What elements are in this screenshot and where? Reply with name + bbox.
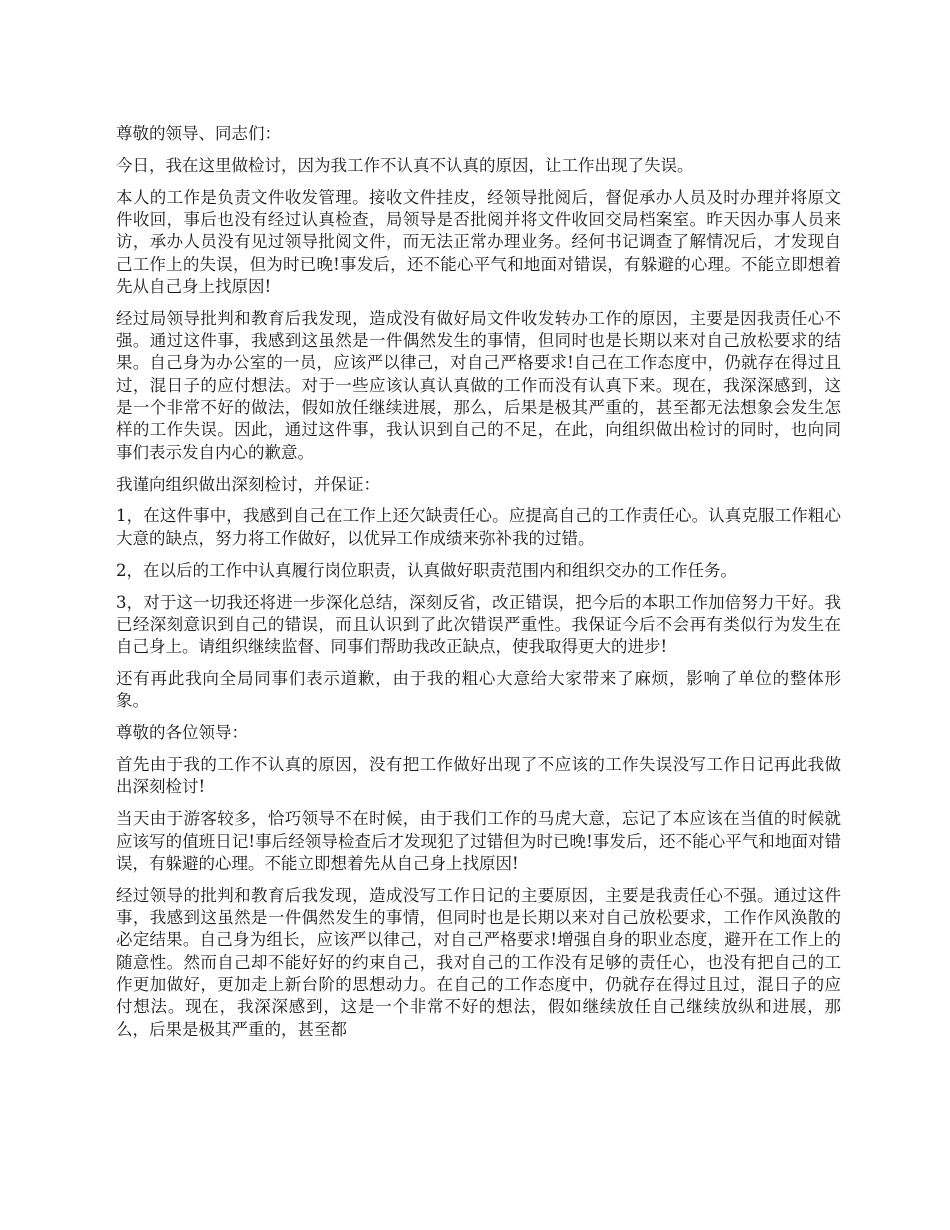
reflection-paragraph: 经过局领导批判和教育后我发现，造成没有做好局文件收发转办工作的原因，主要是因我责任心不强。通过这件事，我感到这虽然是一件偶然发生的事情，但同时也是长期以来对自己放松要求的结果。自己身为办公室的一员，应该严以律己，对自己严格要求!自己在工作态度中，仍就存在得过且过，混日子的应付想法。对于一些应该认真认真做的工作而没有认真下来。现在，我深深感到，这是一个非常不好的做法，假如放任继续进展，那么，后果是极其严重的，甚至都无法想象会发生怎样的工作失误。因此，通过这件事，我认识到自己的不足，在此，向组织做出检讨的同时，也向同事们表示发自内心的歉意。 bbox=[116, 308, 841, 462]
pledge-item-1: 1，在这件事中，我感到自己在工作上还欠缺责任心。应提高自己的工作责任心。认真克服工作粗心大意的缺点，努力将工作做好，以优异工作成绩来弥补我的过错。 bbox=[116, 506, 841, 548]
second-reflection-paragraph: 经过领导的批判和教育后我发现，造成没写工作日记的主要原因，主要是我责任心不强。通过这件事，我感到这虽然是一件偶然发生的事情，但同时也是长期以来对自己放松要求，工作作风涣散的必定结果。自己身为组长，应该严以律己，对自己严格要求!增强自身的职业态度，避开在工作上的随意性。然而自己却不能好好的约束自己，我对自己的工作没有足够的责任心，也没有把自己的工作更加做好，更加走上新台阶的思想动力。在自己的工作态度中，仍就存在得过且过，混日子的应付想法。现在，我深深感到，这是一个非常不好的想法，假如继续放任自己继续放纵和进展，那么，后果是极其严重的，甚至都 bbox=[116, 885, 841, 1039]
pledge-item-2: 2，在以后的工作中认真履行岗位职责，认真做好职责范围内和组织交办的工作任务。 bbox=[116, 560, 737, 580]
salutation: 尊敬的领导、同志们： bbox=[116, 124, 281, 143]
document-body bbox=[116, 123, 841, 1050]
second-salutation: 尊敬的各位领导： bbox=[116, 723, 248, 743]
apology-paragraph: 还有再此我向全局同事们表示道歉，由于我的粗心大意给大家带来了麻烦，影响了单位的整体形象。 bbox=[116, 668, 841, 711]
pledge-item-3: 3，对于这一切我还将进一步深化总结，深刻反省，改正错误，把今后的本职工作加倍努力干好。我已经深刻意识到自己的错误，而且认识到了此次错误严重性。我保证今后不会再有类似行为发生在自己身上。请组织继续监督、同事们帮助我改正缺点，使我取得更大的进步! bbox=[116, 592, 841, 657]
job-description-paragraph: 本人的工作是负责文件收发管理。接收文件挂皮，经领导批阅后，督促承办人员及时办理并将原文件收回，事后也没有经过认真检查，局领导是否批阅并将文件收回交局档案室。昨天因办事人员来访，承办人员没有见过领导批阅文件，而无法正常办理业务。经何书记调查了解情况后，才发现自己工作上的失误，但为时已晚!事发后，还不能心平气和地面对错误，有躲避的心理。不能立即想着先从自己身上找原因! bbox=[116, 187, 841, 296]
incident-paragraph: 当天由于游客较多，恰巧领导不在时候，由于我们工作的马虎大意，忘记了本应该在当值的时候就应该写的值班日记!事后经领导检查后才发现犯了过错但为时已晚!事发后，还不能心平气和地面对错误，有躲避的心理。不能立即想着先从自己身上找原因! bbox=[116, 809, 841, 873]
intro-paragraph: 今日，我在这里做检讨，因为我工作不认真不认真的原因，让工作出现了失误。 bbox=[116, 155, 694, 175]
second-intro-paragraph: 首先由于我的工作不认真的原因，没有把工作做好出现了不应该的工作失误没写工作日记再此我做出深刻检讨! bbox=[116, 755, 841, 797]
pledge-intro: 我谨向组织做出深刻检讨，并保证： bbox=[116, 474, 380, 494]
